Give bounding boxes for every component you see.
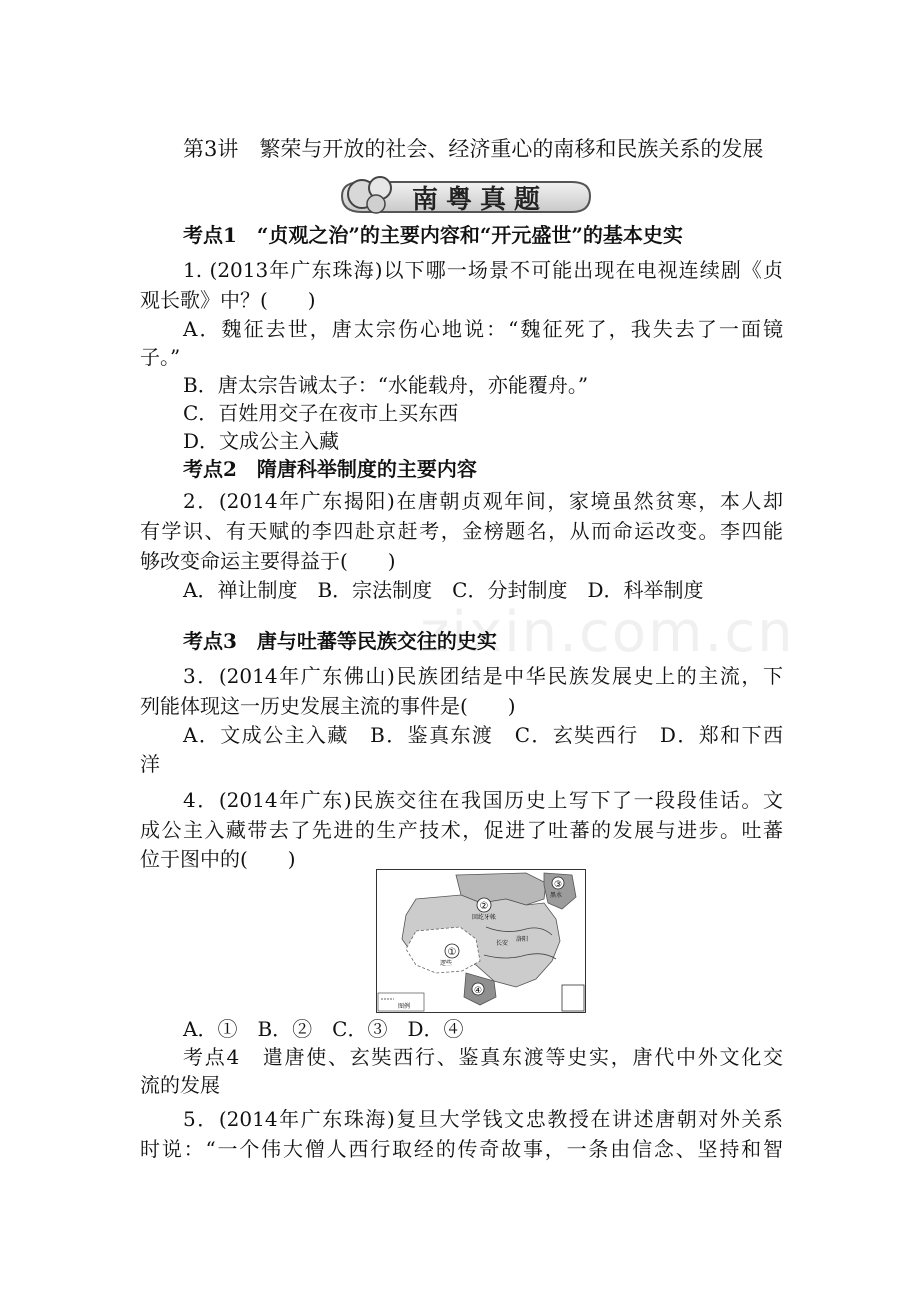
q4-stem-line1: 4．(2014年广东)民族交往在我国历史上写下了一段段佳话。文 [183,788,783,812]
q1-option-a-line1: A．魏征去世，唐太宗伤心地说：“魏征死了，我失去了一面镜 [183,317,783,341]
q3-options-line1: A．文成公主入藏 B．鉴真东渡 C．玄奘西行 D．郑和下西 [183,723,783,747]
section-heading-1: 考点1 “贞观之治”的主要内容和“开元盛世”的基本史实 [183,223,683,247]
section-heading-4-line1: 考点4 遣唐使、玄奘西行、鉴真东渡等史实，唐代中外文化交 [183,1045,783,1069]
q4-options: A．① B．② C．③ D．④ [183,1017,464,1041]
map-marker-1: ① [447,947,457,958]
section-heading-2: 考点2 隋唐科举制度的主要内容 [183,457,477,481]
tang-map-figure [376,869,586,1013]
q2-options: A．禅让制度 B．宗法制度 C．分封制度 D．科举制度 [183,578,704,602]
watermark: zixin.com.cn [420,600,795,665]
q2-stem-line2: 有学识、有天赋的李四赴京赶考，金榜题名，从而命运改变。李四能 [140,519,783,543]
map-label-luoyang: 洛阳 [516,936,529,943]
q3-stem-line1: 3．(2014年广东佛山)民族团结是中华民族发展史上的主流，下 [183,664,783,688]
map-label-heihe: 黑水 [550,892,563,899]
q1-option-a-line2: 子。” [140,345,181,369]
page-title: 第3讲 繁荣与开放的社会、经济重心的南移和民族关系的发展 [183,137,764,161]
map-marker-4: ④ [473,986,483,996]
map-marker-3: ③ [553,880,563,890]
q2-stem-line1: 2．(2014年广东揭阳)在唐朝贞观年间，家境虽然贫寒，本人却 [183,489,783,513]
q4-stem-line2: 成公主入藏带去了先进的生产技术，促进了吐蕃的发展与进步。吐蕃 [140,818,783,842]
section-heading-3: 考点3 唐与吐蕃等民族交往的史实 [183,629,497,653]
map-inset [562,985,584,1011]
banner-title: 南粤真题 [412,185,549,215]
q3-options-line2: 洋 [140,752,160,776]
section-banner [328,172,596,220]
map-marker-2: ② [479,901,489,912]
section-heading-4-line2: 流的发展 [140,1073,220,1097]
map-label-tubo: 逻些 [440,960,453,967]
q1-option-b: B．唐太宗告诫太子：“水能载舟，亦能覆舟。” [183,373,589,397]
map-label-legend: 图例 [398,1003,411,1010]
q1-stem-line1: 1. (2013年广东珠海)以下哪一场景不可能出现在电视连续剧《贞 [183,258,783,282]
q1-option-c: C．百姓用交子在夜市上买东西 [183,401,459,425]
q5-stem-line1: 5．(2014年广东珠海)复旦大学钱文忠教授在讲述唐朝对外关系 [183,1107,783,1131]
q1-stem-line2: 观长歌》中？( ) [140,288,316,312]
q3-stem-line2: 列能体现这一历史发展主流的事件是( ) [140,694,516,718]
q2-stem-line3: 够改变命运主要得益于( ) [140,549,396,573]
map-label-changan: 长安 [496,940,509,947]
q4-stem-line3: 位于图中的( ) [140,847,296,871]
q1-option-d: D．文成公主入藏 [183,429,340,453]
map-label-huihe: 回纥牙帐 [472,914,497,921]
tang-map [376,869,586,1013]
q5-stem-line2: 时说：“一个伟大僧人西行取经的传奇故事，一条由信念、坚持和智 [140,1137,783,1161]
